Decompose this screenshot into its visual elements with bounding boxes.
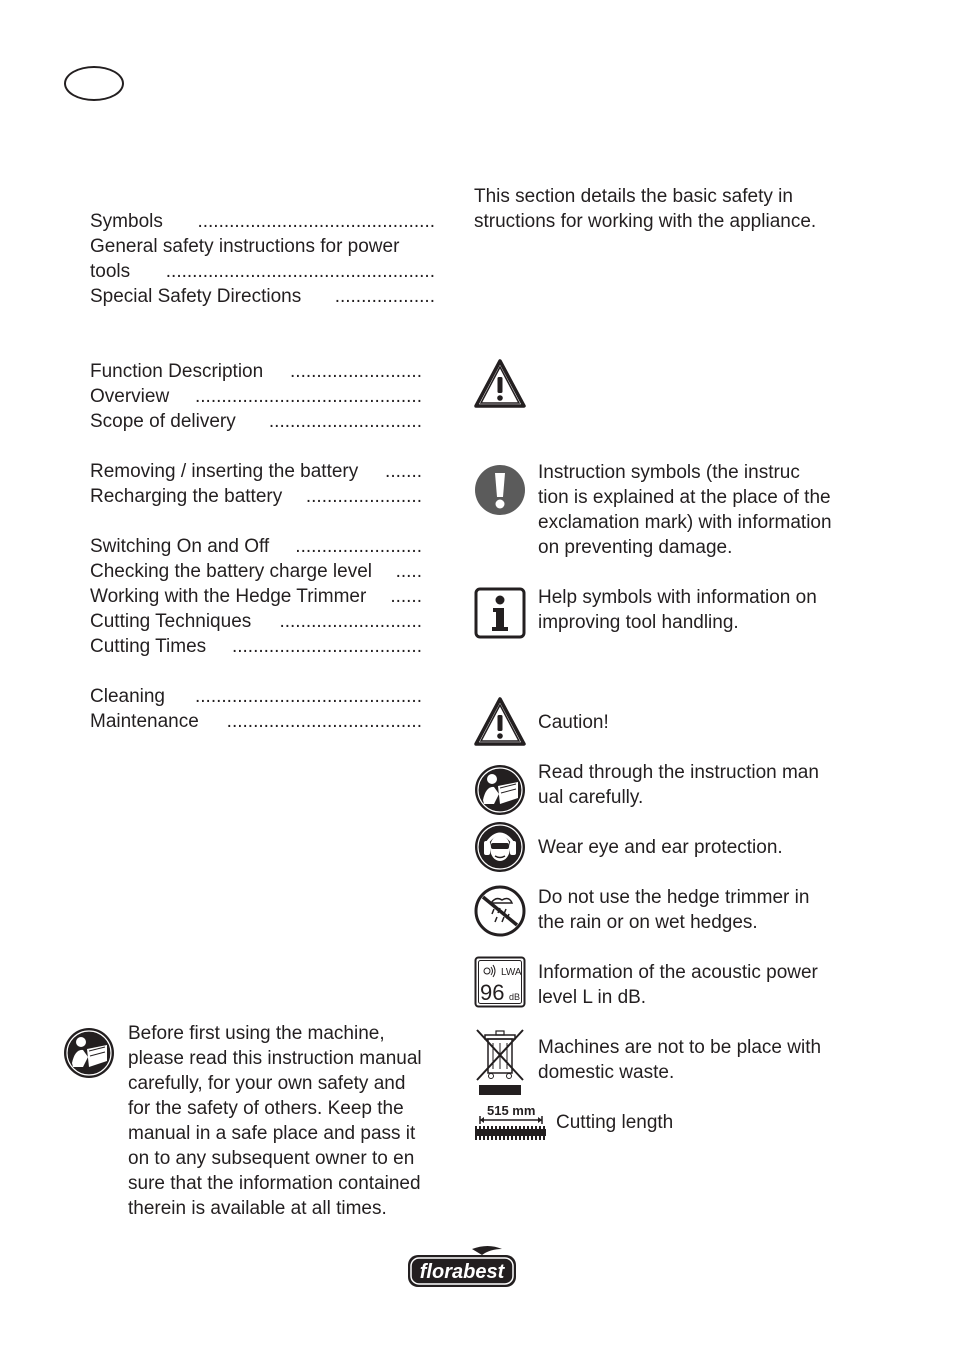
toc-leader-dots: ...... <box>390 586 422 607</box>
symbol-description: Instruction symbols (the instruc tion is explained at the place of the exclamation mark) with information on preventing damage. <box>538 462 832 558</box>
symbol-row-help <box>474 585 874 637</box>
toc-spacer <box>90 509 435 534</box>
symbol-description: Machines are not to be place with domestic waste. <box>538 1037 822 1083</box>
caution-triangle-icon <box>474 696 526 748</box>
toc-entry-label: tools <box>90 261 131 282</box>
cutting-length-badge: 515 mm <box>487 1103 536 1118</box>
symbol-row-protection <box>474 835 874 887</box>
toc-spacer <box>90 659 435 684</box>
toc-spacer <box>90 434 435 459</box>
toc-entry-label: Recharging the battery <box>90 486 283 507</box>
toc-entry <box>90 284 435 309</box>
toc-entry-label: General safety instructions for power <box>90 236 400 257</box>
toc-spacer <box>90 309 435 359</box>
toc-leader-dots: ............................. <box>268 411 422 432</box>
toc-leader-dots: ........................................... <box>195 386 422 407</box>
toc-entry <box>90 259 435 284</box>
cutting-length-icon <box>474 1100 550 1146</box>
read-manual-note-icon <box>63 1027 115 1079</box>
symbol-row-cutting-length <box>474 1100 874 1148</box>
toc-entry-label: Cutting Times <box>90 636 207 657</box>
read-manual-icon <box>474 764 526 816</box>
acoustic-badge-value: 96 <box>480 980 505 1005</box>
toc-leader-dots: ........................ <box>295 536 422 557</box>
acoustic-badge-unit: dB <box>509 992 521 1002</box>
symbol-description: Help symbols with information on improving tool handling. <box>538 587 817 633</box>
symbol-row-no-rain <box>474 885 874 937</box>
toc-leader-dots: ................................................... <box>165 261 435 282</box>
toc-entry-label: Function Description <box>90 361 264 382</box>
florabest-logo <box>406 1245 518 1289</box>
acoustic-level-icon <box>474 956 526 1008</box>
toc-leader-dots: ....... <box>385 461 422 482</box>
intro-line: This section details the basic safety in <box>474 186 793 207</box>
toc-entry <box>90 634 422 659</box>
acoustic-badge-label: LWA <box>501 967 522 978</box>
exclamation-circle-icon <box>474 464 526 516</box>
toc-entry <box>90 584 422 609</box>
toc-leader-dots: .................................... <box>231 636 422 657</box>
toc-leader-dots: ..................................... <box>226 711 422 732</box>
toc-entry <box>90 234 435 259</box>
toc-leader-dots: ..... <box>395 561 422 582</box>
toc-entry-label: Scope of delivery <box>90 411 236 432</box>
toc-entry <box>90 709 422 734</box>
toc-entry-label: Symbols <box>90 211 163 232</box>
symbol-row-waste <box>474 1035 874 1105</box>
toc-entry <box>90 409 422 434</box>
toc-entry <box>90 559 422 584</box>
read-manual-note: Before first using the machine, please read this instruction manual carefully, for your own safety and for the safety of others. Keep the manual in a safe place and pass it on to any subsequent owner to en sure that the information contained therein is available at all times. <box>128 1023 422 1219</box>
no-rain-icon <box>474 885 526 937</box>
toc-entry <box>90 359 422 384</box>
toc-entry-label: Removing / inserting the battery <box>90 461 359 482</box>
warning-triangle-icon <box>474 358 526 410</box>
toc-entry-label: Maintenance <box>90 711 199 732</box>
symbol-row-caution <box>474 710 874 762</box>
toc-entry-label: Checking the battery charge level <box>90 561 372 582</box>
toc-entry <box>90 684 422 709</box>
symbol-description: Cutting length <box>556 1112 674 1133</box>
info-icon <box>474 587 526 639</box>
toc-leader-dots: ............................................. <box>197 211 435 232</box>
toc-leader-dots: ...................... <box>305 486 422 507</box>
toc-entry-label: Cleaning <box>90 686 165 707</box>
toc-leader-dots: ........................................... <box>195 686 422 707</box>
toc-leader-dots: ........................... <box>279 611 422 632</box>
intro-text <box>474 184 874 234</box>
symbol-description: Information of the acoustic power level L in dB. <box>538 962 818 1008</box>
toc-entry <box>90 484 422 509</box>
toc-entry-label: Overview <box>90 386 170 407</box>
toc-leader-dots: ......................... <box>290 361 422 382</box>
eye-ear-protection-icon <box>474 821 526 873</box>
symbol-description: Read through the instruction man ual carefully. <box>538 762 819 808</box>
toc-leader-dots: ................... <box>334 286 435 307</box>
symbol-description: Wear eye and ear protection. <box>538 837 783 858</box>
symbol-row-acoustic <box>474 960 874 1012</box>
symbol-row-instruction <box>474 460 874 560</box>
toc-entry <box>90 609 422 634</box>
table-of-contents <box>90 209 435 734</box>
logo-text: florabest <box>419 1261 505 1283</box>
toc-entry-label: Cutting Techniques <box>90 611 252 632</box>
toc-entry <box>90 459 422 484</box>
toc-entry <box>90 534 422 559</box>
toc-entry <box>90 209 435 234</box>
intro-line: structions for working with the appliance. <box>474 211 817 232</box>
symbol-description: Caution! <box>538 712 609 733</box>
toc-entry-label: Switching On and Off <box>90 536 270 557</box>
symbol-description: Do not use the hedge trimmer in the rain or on wet hedges. <box>538 887 810 933</box>
crossed-bin-icon <box>474 1027 526 1099</box>
toc-entry-label: Special Safety Directions <box>90 286 302 307</box>
country-badge <box>64 66 124 101</box>
symbol-row-read-manual <box>474 760 874 812</box>
toc-entry-label: Working with the Hedge Trimmer <box>90 586 367 607</box>
toc-entry <box>90 384 422 409</box>
